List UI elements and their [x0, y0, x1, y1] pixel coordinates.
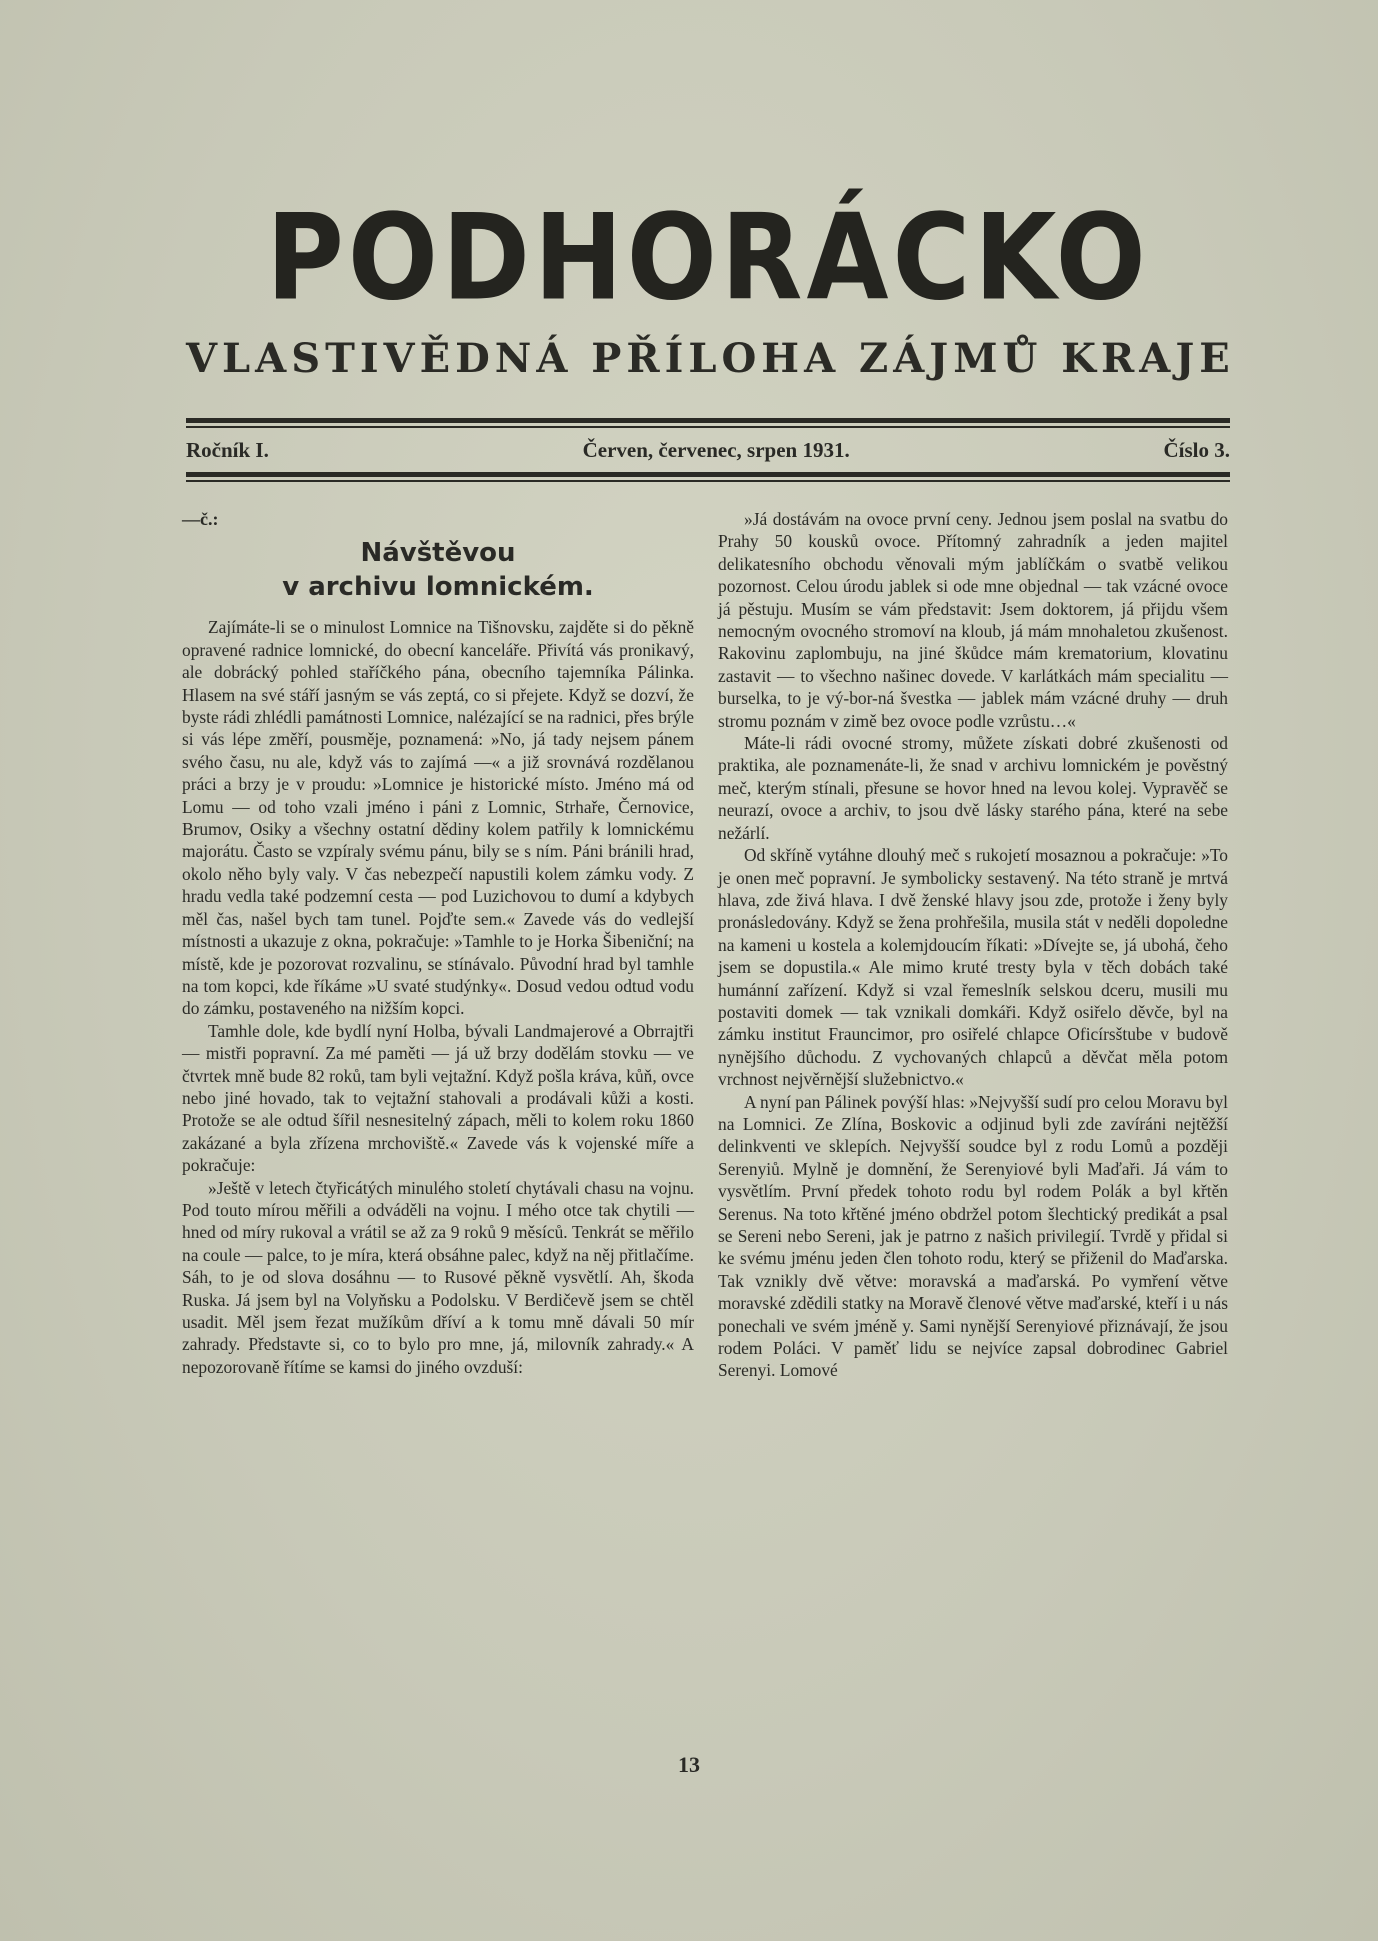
- bottom-rule: [186, 472, 1230, 477]
- paragraph: Máte-li rádi ovocné stromy, můžete získati dobré zkušenosti od praktika, ale poznamenáte-li, že snad v archivu lomnickém je pověstný meč, kterým stínali, přesune se hovor hned na levou kolej. Vypravěč se neurazí, ovoce a archiv, to jsou dvě lásky starého pána, které na sebe nežárlí.: [718, 733, 1228, 843]
- issue-volume: Ročník I.: [186, 437, 269, 462]
- publication-subtitle: VLASTIVĚDNÁ PŘÍLOHA ZÁJMŮ KRAJE: [186, 335, 1235, 382]
- issue-date: Červen, červenec, srpen 1931.: [582, 437, 850, 462]
- article-title: [182, 536, 694, 604]
- paragraph: A nyní pan Pálinek povýší hlas: »Nejvyšší sudí pro celou Moravu byl na Lomnici. Ze Zlína, Boskovic a odjinud byli zde zavíráni nejtěžší delinkventi ve sklepích. Nejvyšší soudce byl z rodu Lomů a později Serenyiů. Mylně je domnění, že Serenyiové byli Maďaři. Já vám to vysvětlím. První předek tohoto rodu byl rodem Polák a byl křtěn Serenus. Na toto křtěné jméno obdržel potom šlechtický predikát a psal se Sereni nebo Sereni, jak je patrno z našich privilegií. Tvrdě y přidal si ke svému jménu jeden člen tohoto rodu, který se přiženil do Maďarska. Tak vznikly dvě větve: moravská a maďarská. Po vymření větve moravské zdědili statky na Moravě členové větve maďarské, kteří i u nás ponechali ve svém jméně y. Sami nynější Serenyiové přiznávají, že jsou rodem Poláci. V paměť lidu se nejvíce zapsal dobrodinec Gabriel Serenyi. Lomové: [718, 1091, 1228, 1381]
- paragraph: Tamhle dole, kde bydlí nyní Holba, bývali Landmajerové a Obrrajtři — mistři popravní. Za mé paměti — já už brzy dodělám stovku — ve čtvrtek mně bude 82 roků, tam byli vejtažní. Když pošla kráva, kůň, ovce nebo jiné hovado, tak to vejtažní stahovali a prodávali kůži a kosti. Protože se ale odtud šířil nesnesitelný zápach, měli to kolem roku 1860 zakázané a byla zřízena mrchoviště.« Zavede vás k vojenské míře a pokračuje:: [182, 1020, 694, 1176]
- paragraph: »Ještě v letech čtyřicátých minulého století chytávali chasu na vojnu. Pod touto mírou měřili a odváděli na vojnu. I mého otce tak chytili — hned od míry rukoval a vrátil se až za 9 roků 9 měsíců. Tenkrát se měřilo na coule — palce, to je míra, která obsáhne palec, když na něj přitlačíme. Sáh, to je od slova dosáhnu — to Rusové pěkně vysvětlí. Ah, škoda Ruska. Já jsem byl na Volyňsku a Podolsku. V Berdičevě jsem se chtěl usadit. Měl jsem řezat mužíkům dříví a k tomu mně dávali 50 mír zahrady. Představte si, co to bylo pro mne, já, milovník zahrady.« A nepozorovaně řítíme se kamsi do jiného ovzduší:: [182, 1177, 694, 1377]
- paragraph: Od skříně vytáhne dlouhý meč s rukojetí mosaznou a pokračuje: »To je onen meč popravní. Je symbolicky sestavený. Na této straně je mrtvá hlava, zde živá hlava. I dvě ženské hlavy jsou zde, protože i ženy byly pronásledovány. Když se žena prohřešila, musila stát v neděli dopoledne na kameni u kostela a kolemjdoucím říkati: »Dívejte se, já ubohá, čeho jsem se dopustila.« Ale mimo kruté tresty byla v těch dobách také humánní zařízení. Když si vzal řemeslník selskou dceru, musili mu postaviti domek — tak vznikali domkáři. Když osiřelo děvče, byl na zámku institut Frauncimor, pro osiřelé chlapce Oficírsštube v budově nynějšího důchodu. Z vychovaných chlapců a děvčat měla potom vrchnost nejvěrnější služebnictvo.«: [718, 845, 1228, 1090]
- article-title-line2: v archivu lomnickém.: [282, 572, 594, 603]
- paragraph: »Já dostávám na ovoce první ceny. Jednou jsem poslal na svatbu do Prahy 50 kousků ovoce. Přítomný zahradník a jeden majitel delikatesního obchodu věnovali mým jablíčkám o svatbě velikou pozornost. Celou úrodu jablek si ode mne objednal — tak vzácné ovoce já pěstuju. Musím se vám představit: Jsem doktorem, já přijdu všem nemocným ovocného stromoví na kloub, já mám mnohaletou zkušenost. Rakovinu zaplombuju, na jiné škůdce mám krematorium, klovatinu zastavit — to všechno našinec dovede. V karlátkách mám specialitu — burselka, to je vý-bor-ná švestka — jablek mám vzácné druhy — druh stromu poznám v zimě bez ovoce podle vzrůstu…«: [718, 509, 1228, 731]
- article-title-line1: Návštěvou: [360, 538, 516, 569]
- masthead: [186, 188, 1235, 382]
- paragraph: Zajímáte-li se o minulost Lomnice na Tišnovsku, zajděte si do pěkně opravené radnice lomnické, do obecní kanceláře. Přivítá vás pronikavý, ale dobrácký pohled staříčkého pána, obecního tajemníka Pálinka. Hlasem na své stáří jasným se vás zeptá, co si přejete. Když se dozví, že byste rádi zhlédli památnosti Lomnice, nalézající se na radnici, přes brýle si vás lépe změří, pousměje, poznamená: »No, já tady nejsem pánem svého času, nu ale, když vás to zajímá —« a již srovnává rozdělanou práci a brzy je v proudu: »Lomnice je historické místo. Jméno má od Lomu — od toho vzali jméno i páni z Lomnic, Strhaře, Černovice, Brumov, Osiky a všechny ostatní dědiny kolem patřily k lomnickému majorátu. Často se vzpíraly svému pánu, bily se s ním. Páni bránili hrad, okolo něho byly valy. V čas nebezpečí napustili kolem zámku vody. Z hradu vedla také podzemní cesta — pod Luzichovou to dumí a kdybych měl čas, našel bych tam tunel. Pojďte sem.« Zavede vás do vedlejší místnosti a ukazuje z okna, pokračuje: »Tamhle to je Horka Šibeniční; na místě, kde je pozorovat rozvalinu, se stínávalo. Původní hrad byl tamhle na tom kopci, kde říkáme »U svaté studýnky«. Dosud vedou odtud vodu do zámku, postaveného na nižším kopci.: [182, 617, 694, 1019]
- top-rule-thin: [186, 426, 1230, 428]
- publication-title: PODHORÁCKO: [266, 188, 1150, 327]
- top-rule: [186, 418, 1230, 423]
- right-column: [718, 508, 1228, 1382]
- left-column: [182, 508, 694, 1378]
- article-author: —č.:: [182, 509, 219, 529]
- issue-number: Číslo 3.: [1163, 437, 1230, 462]
- issue-info: [186, 432, 1230, 468]
- bottom-rule-thin: [186, 480, 1230, 482]
- page-number: 13: [678, 1752, 700, 1777]
